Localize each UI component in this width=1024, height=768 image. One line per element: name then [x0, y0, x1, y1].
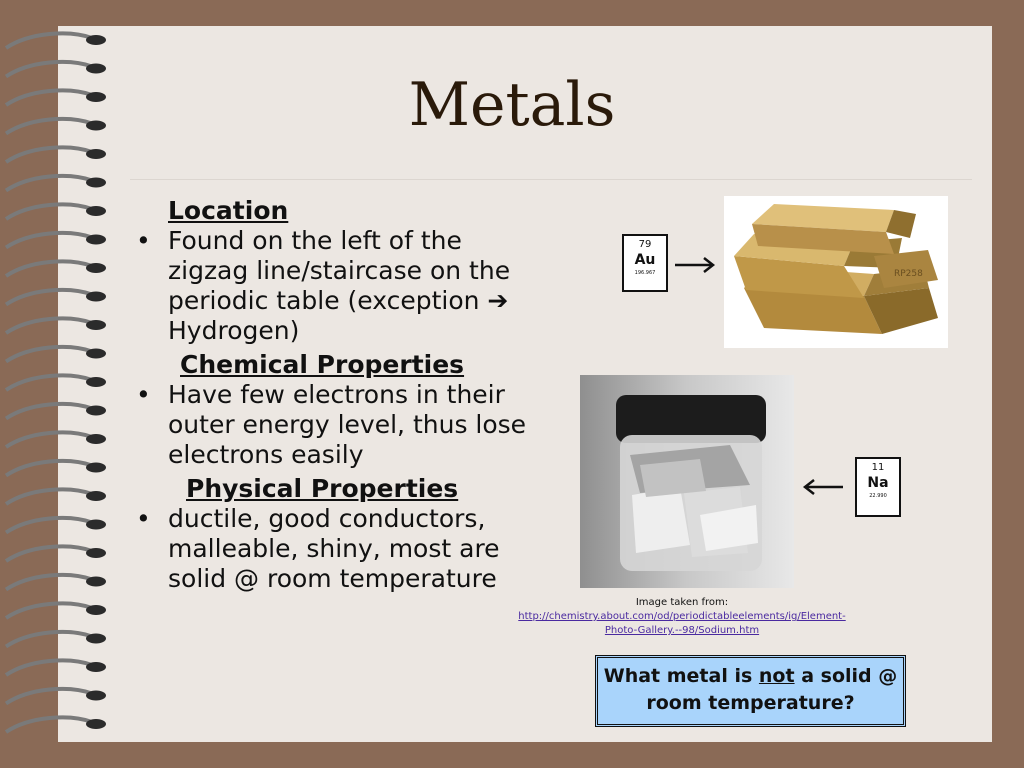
svg-text:RP258: RP258 [894, 269, 923, 279]
spiral-coil [6, 318, 92, 333]
spiral-hole [86, 149, 106, 159]
spiral-coil [6, 489, 92, 504]
spiral-coil [6, 632, 92, 647]
gold-symbol: Au [634, 252, 656, 268]
title-divider [130, 179, 972, 180]
spiral-hole [86, 634, 106, 644]
location-heading: Location [168, 196, 289, 225]
chemical-text: Have few electrons in their outer energy level, thus lose electrons easily [168, 380, 527, 469]
sodium-jar-photo [580, 375, 794, 588]
spiral-hole [86, 520, 106, 530]
bullet-dot: • [136, 226, 151, 255]
spiral-coil [6, 689, 92, 704]
spiral-coil [6, 147, 92, 162]
question-emphasis: not [758, 665, 795, 687]
spiral-coil [6, 290, 92, 305]
sodium-atomic-mass: 22.990 [869, 493, 887, 499]
spiral-coil [6, 432, 92, 447]
spiral-coil [6, 347, 92, 362]
physical-bullet [130, 504, 550, 594]
spiral-hole [86, 434, 106, 444]
spiral-coil [6, 204, 92, 219]
spiral-coil [6, 575, 92, 590]
gold-atomic-number: 79 [638, 239, 652, 250]
gold-atomic-mass: 196.967 [634, 270, 656, 276]
spiral-hole [86, 605, 106, 615]
chemical-heading: Chemical Properties [180, 350, 465, 379]
spiral-coil [6, 717, 92, 732]
spiral-hole [86, 577, 106, 587]
chemical-bullet [130, 380, 550, 470]
spiral-coil [6, 660, 92, 675]
spiral-coil [6, 233, 92, 248]
spiral-hole [86, 377, 106, 387]
arrow-left-icon [802, 478, 844, 496]
image-caption [512, 596, 852, 638]
slide-title: Metals [408, 70, 616, 140]
spiral-coil [6, 603, 92, 618]
gold-element-tile [622, 234, 668, 292]
slide-body [130, 196, 550, 594]
spiral-hole [86, 662, 106, 672]
question-box [595, 655, 906, 727]
bullet-dot: • [136, 380, 151, 409]
spiral-hole [86, 235, 106, 245]
caption-label: Image taken from: [635, 597, 729, 608]
spiral-hole [86, 206, 106, 216]
spiral-hole [86, 292, 106, 302]
spiral-hole [86, 35, 106, 45]
spiral-hole [86, 406, 106, 416]
spiral-coil [6, 461, 92, 476]
spiral-coil [6, 33, 92, 48]
gold-bars-photo [724, 196, 948, 348]
bullet-dot: • [136, 504, 151, 533]
spiral-coil [6, 375, 92, 390]
source-link[interactable]: http://chemistry.about.com/od/periodictableelements/ig/Element-Photo-Gallery.--98/Sodium.htm [518, 611, 846, 636]
spiral-hole [86, 548, 106, 558]
sodium-element-tile [855, 457, 901, 517]
spiral-hole [86, 463, 106, 473]
spiral-hole [86, 719, 106, 729]
spiral-hole [86, 491, 106, 501]
arrow-right-icon [674, 256, 716, 274]
physical-heading: Physical Properties [186, 474, 459, 503]
spiral-coil [6, 176, 92, 191]
spiral-hole [86, 320, 106, 330]
location-text: Found on the left of the zigzag line/staircase on the periodic table (exception ➔ Hydrogen) [168, 226, 511, 345]
spiral-hole [86, 263, 106, 273]
physical-text: ductile, good conductors, malleable, shiny, most are solid @ room temperature [168, 504, 500, 593]
spiral-coil [6, 518, 92, 533]
spiral-coil [6, 261, 92, 276]
spiral-hole [86, 178, 106, 188]
question-part1: What metal is [603, 665, 759, 687]
spiral-coil [6, 404, 92, 419]
sodium-symbol: Na [867, 475, 889, 491]
spiral-hole [86, 691, 106, 701]
question-part2: a solid @ room temperature? [646, 665, 898, 714]
spiral-coil [6, 546, 92, 561]
location-bullet [130, 226, 550, 346]
spiral-hole [86, 349, 106, 359]
sodium-atomic-number: 11 [871, 462, 885, 473]
